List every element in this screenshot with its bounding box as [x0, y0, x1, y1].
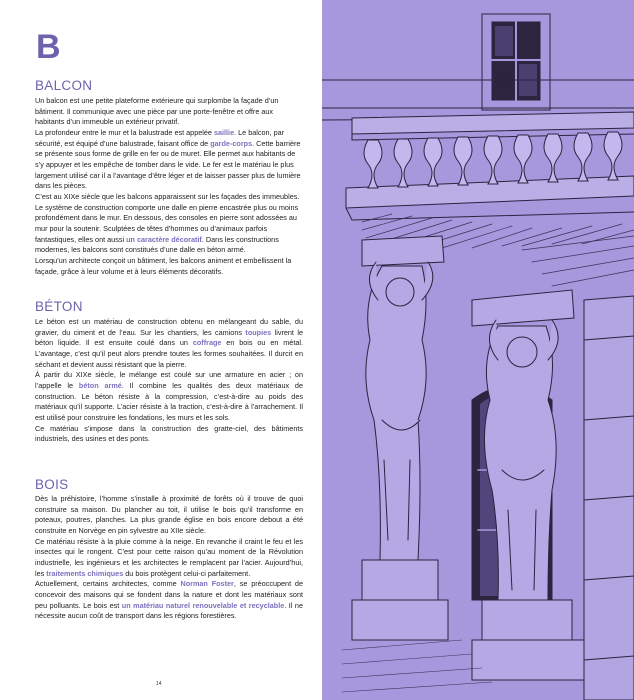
body-balcon [35, 96, 303, 277]
text-run: , se préoccupent de concevoir des maisons qui se fondent dans la nature et dont les matériaux sont peu polluants. Le bois est [35, 579, 303, 610]
upper-window [482, 14, 550, 110]
keyword-highlight: un caractère décoratif [126, 234, 202, 244]
text-run: À partir du XIXe siècle, le mélange est coulé sur une armature en acier ; on l’appelle le [35, 370, 303, 390]
text-run: . Il ne nécessite aucun coût de transport dans les régions forestières. [35, 600, 303, 621]
keyword-highlight: coffrage [192, 338, 222, 348]
paragraph [35, 192, 303, 256]
heading-bois: BOIS [35, 477, 69, 492]
text-run: . Le balcon, par sécurité, est équipé d’une balustrade, faisant office de [35, 127, 285, 148]
text-run: Lorsqu’un architecte conçoit un bâtiment, les balcons animent et embellissent la façade, grâce à leur volume et à leurs éléments décoratifs. [35, 255, 292, 276]
keyword-highlight: béton armé [78, 380, 122, 390]
text-run: du bois protègent celui-ci parfaitement. [123, 568, 251, 578]
text-run: C’est au XIXe siècle que les balcons apparaissent sur les façades des immeubles. Le système de construction comporte une dalle en pierre encastrée plus ou moins profondément dans le mur. En dessous, des consoles en pierre sont adossées au mur pour la soutenir. Sculptées de têtes d’hommes ou d’animaux parfois fantastiques, elles ont aussi [35, 191, 300, 244]
keyword-highlight: Norman Foster [180, 579, 234, 589]
paragraph [35, 317, 303, 370]
text-run: . Cette barrière se présente sous forme de grille en fer ou de muret. Elle permet aux habitants de s’y appuyer et les empêche de tomber dans le vide. Le fer est le matériau le plus largement utilisé car il a l’avantage d’être léger et de laisser passer plus de lumière dans les pièces. [35, 138, 301, 191]
keyword-highlight: traitements chimiques [46, 568, 124, 578]
keyword-highlight: saillie [213, 127, 235, 137]
body-bois [35, 494, 303, 622]
balcony-illustration [322, 0, 634, 700]
balcony-sketch [322, 0, 634, 700]
paragraph [35, 537, 303, 580]
text-run: Ce matériau s’impose dans la construction des gratte-ciel, des bâtiments industriels, des usines et des ponts. [35, 423, 303, 444]
text-run: Un balcon est une petite plateforme extérieure qui surplombe la façade d’un bâtiment. Il communique avec une pièce par une porte-fenêtre et offre aux habitants d’un immeuble un extérieur privatif. [35, 96, 279, 127]
text-run: . Dans les constructions modernes, les balcons sont constitués d’une dalle en béton armé. [35, 234, 279, 255]
heading-balcon: BALCON [35, 78, 93, 93]
text-run: Ce matériau résiste à la pluie comme à la neige. En revanche il craint le feu et les insectes qui le rongent. C’est pour cette raison qu’au moment de la Révolution industrielle, les ingénieurs et les architectes le remplacent par l’acier. Aujourd’hui, les [35, 536, 303, 578]
paragraph [35, 256, 303, 277]
section-letter: B [36, 28, 61, 66]
paragraph [35, 579, 303, 622]
paragraph [35, 494, 303, 537]
keyword-highlight: garde-corps [210, 138, 253, 148]
keyword-highlight: toupies [245, 327, 272, 337]
text-run: en bois ou en métal. L’avantage, c’est qu’il peut alors prendre toutes les formes souhaitées. Il durcit en séchant et devient aussi résistant que la pierre. [35, 338, 303, 369]
text-run: Actuellement, certains architectes, comme [35, 579, 181, 589]
wall-column [584, 296, 634, 700]
left-atlas-sculpture [352, 236, 448, 640]
text-run: . Il combine les qualités des deux matériaux de construction. Le béton résiste à la compression, c’est-à-dire au poids des matériaux qu’il supporte. L’acier résiste à la traction, c’est-à-dire à l’arrachement. Il est utilisé pour construire les fondations, les murs et les sols. [35, 380, 303, 422]
balcony-slab [346, 112, 634, 220]
text-run: La profondeur entre le mur et la balustrade est appelée [35, 127, 214, 137]
paragraph [35, 424, 303, 445]
paragraph [35, 370, 303, 423]
balustrade [364, 132, 622, 188]
heading-beton: BÉTON [35, 299, 83, 314]
page-number: 14 [156, 681, 162, 687]
text-run: Dès la préhistoire, l’homme s’installe à proximité de forêts où il trouve de quoi construire sa maison. Du plancher au toit, il utilise le bois qu’il transforme en poteaux, poutres, planches. La plus grande église en bois encore debout a été construite en Norvège en pin sylvestre au XIIe siècle. [35, 494, 303, 535]
paragraph [35, 128, 303, 192]
paragraph [35, 96, 303, 128]
text-run: Le béton est un matériau de construction obtenu en mélangeant du sable, du gravier, du ciment et de l’eau. Sur les chantiers, les camions [35, 317, 303, 337]
body-beton [35, 317, 303, 445]
keyword-highlight: un matériau naturel renouvelable et recyclable [121, 600, 285, 610]
text-run: livrent le béton liquide. Il est ensuite coulé dans un [35, 327, 303, 348]
